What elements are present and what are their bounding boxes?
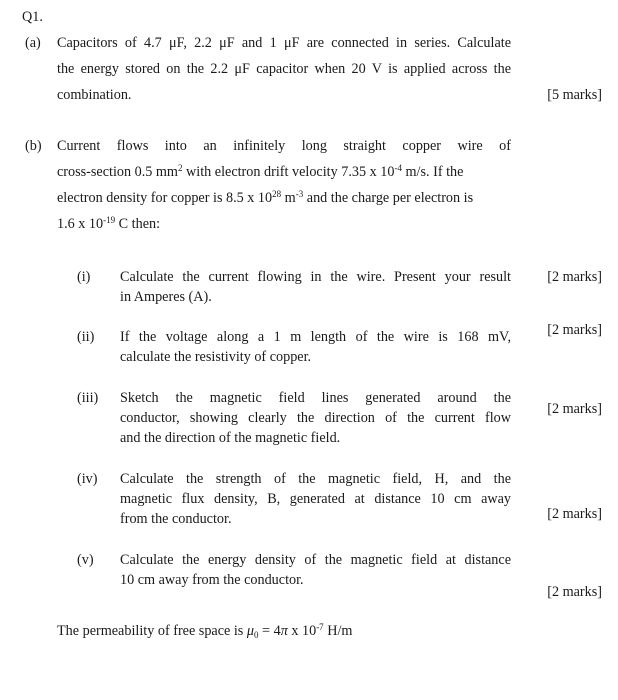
part-a-line-2: the energy stored on the 2.2 μF capacitor when 20 V is applied across the (57, 61, 511, 77)
subpart-v-line-1: Calculate the energy density of the magnetic field at distance (120, 552, 511, 568)
subpart-v-marks: [2 marks] (547, 584, 602, 600)
part-b-line-3: electron density for copper is 8.5 x $10^{28}$ $m^{-3}$ and the charge per electron is (57, 189, 474, 206)
subpart-iv-line-2: magnetic flux density, B, generated at distance 10 cm away (120, 491, 511, 507)
subpart-v-label: (v) (77, 552, 94, 568)
permeability-note: The permeability of free space is $\mu_0 = 4\pi$ x $10^{-7}$ H/m (57, 622, 353, 640)
subpart-ii-line-2: calculate the resistivity of copper. (120, 349, 312, 365)
part-a-line-1: Capacitors of 4.7 μF, 2.2 μF and 1 μF are connected in series. Calculate (57, 35, 511, 51)
subpart-iii-line-1: Sketch the magnetic field lines generated around the (120, 390, 511, 406)
part-b-line-2: cross-section 0.5 $mm^2$ with electron drift velocity 7.35 x $10^{-4}$ m/s. If the (57, 163, 464, 180)
subpart-iv-marks: [2 marks] (547, 506, 602, 522)
subpart-ii-line-1: If the voltage along a 1 m length of the wire is 168 mV, (120, 329, 511, 345)
subpart-iii-marks: [2 marks] (547, 401, 602, 417)
subpart-i-label: (i) (77, 269, 91, 285)
subpart-iii-line-2: conductor, showing clearly the direction of the current flow (120, 410, 511, 426)
subpart-iii-label: (iii) (77, 390, 99, 406)
subpart-iii-line-3: and the direction of the magnetic field. (120, 430, 341, 446)
part-b-label: (b) (25, 138, 42, 154)
subpart-v-line-2: 10 cm away from the conductor. (120, 572, 304, 588)
part-a-line-3: combination. (57, 87, 132, 103)
subpart-ii-label: (ii) (77, 329, 95, 345)
part-a-marks: [5 marks] (547, 87, 602, 103)
part-b-line-1: Current flows into an infinitely long straight copper wire of (57, 138, 511, 154)
part-b-line-4: 1.6 x $10^{-19}$ C then: (57, 215, 161, 232)
subpart-i-marks: [2 marks] (547, 269, 602, 285)
question-number: Q1. (22, 9, 43, 25)
subpart-iv-line-1: Calculate the strength of the magnetic field, H, and the (120, 471, 511, 487)
subpart-iv-line-3: from the conductor. (120, 511, 232, 527)
subpart-iv-label: (iv) (77, 471, 98, 487)
subpart-ii-marks: [2 marks] (547, 322, 602, 338)
subpart-i-line-1: Calculate the current flowing in the wire. Present your result (120, 269, 511, 285)
subpart-i-line-2: in Amperes (A). (120, 289, 212, 305)
part-a-label: (a) (25, 35, 41, 51)
